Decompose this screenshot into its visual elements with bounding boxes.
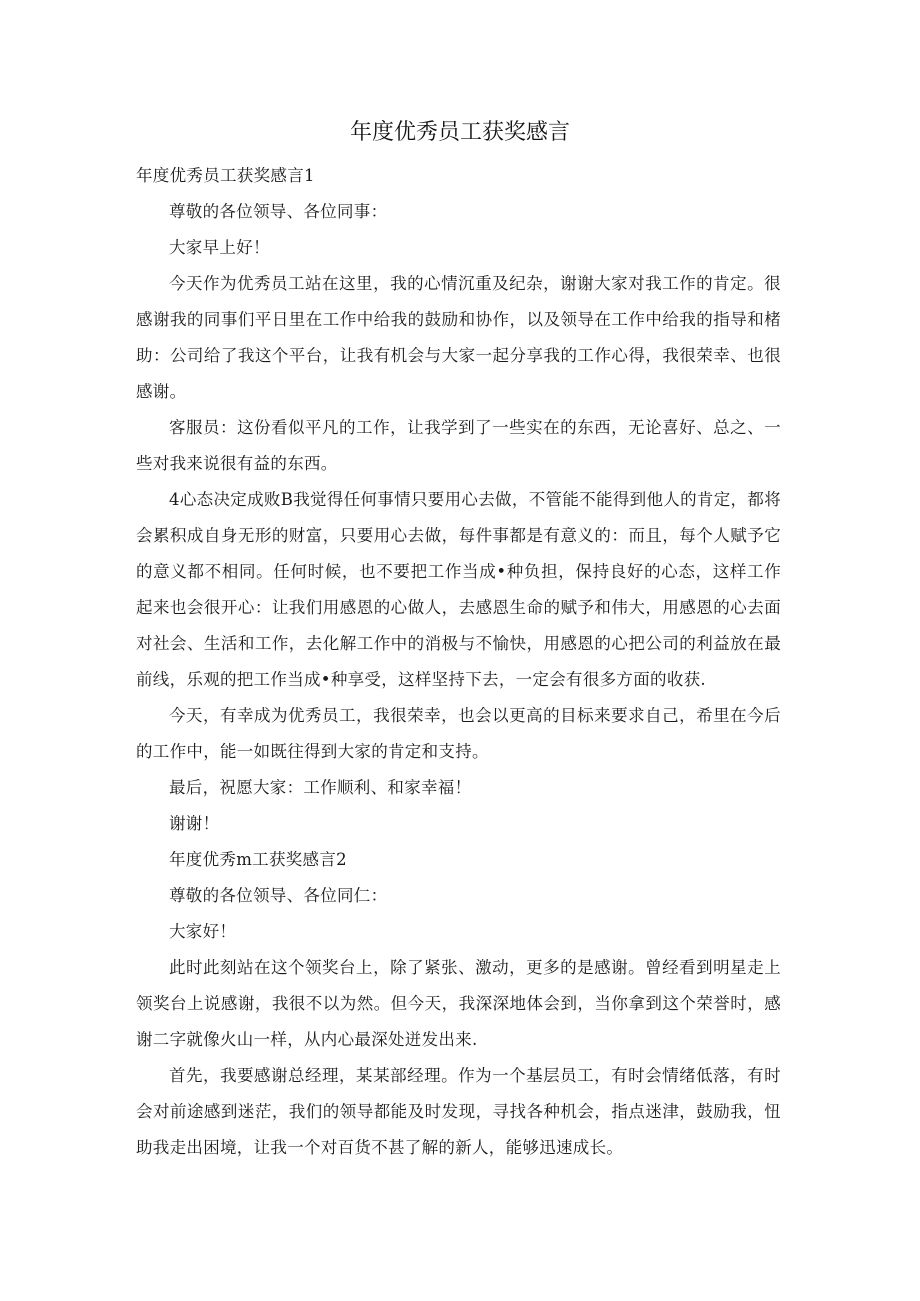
salutation-1: 尊敬的各位领导、各位同事： <box>169 202 388 221</box>
paragraph: 今天作为优秀员工站在这里，我的心情沉重及纪杂，谢谢大家对我工作的肯定。很感谢我的同事们平日里在工作中给我的鼓励和协作，以及领导在工作中给我的指导和楮助：公司给了我这个平台，让我有机会与大家一起分享我的工作心得，我很荣幸、也很感谢。 <box>136 274 781 401</box>
closing-wish: 最后，祝愿大家：工作顺利、和家幸福！ <box>169 778 472 797</box>
paragraph: 此时此刻站在这个领奖台上，除了紧张、激动，更多的是感谢。曾经看到明星走上领奖台上说感谢，我很不以为然。但今天，我深深地体会到，当你拿到这个荣誉时，感谢二字就像火山一样，从内心最深处迸发出来. <box>136 958 781 1049</box>
document-body <box>136 158 781 1166</box>
greeting-2: 大家好！ <box>169 922 237 941</box>
salutation-2: 尊敬的各位领导、各位同仁： <box>169 886 388 905</box>
paragraph: 首先，我要感谢总经理，某某部经理。作为一个基层员工，有时会情绪低落，有时会对前途感到迷茫，我们的领导都能及时发现，寻找各种机会，指点迷津，鼓励我，忸助我走出困境，让我一个对百货不甚了解的新人，能够迅速成长。 <box>136 1066 781 1157</box>
paragraph: 客服员：这份看似平凡的工作，让我学到了一些实在的东西，无论喜好、总之、一些对我来说很有益的东西。 <box>136 418 781 473</box>
paragraph: 4心态决定成败B我觉得任何事情只要用心去做，不管能不能得到他人的肯定，都将会累积成自身无形的财富，只要用心去做，每件事都是有意义的：而且，每个人赋予它的意义都不相同。任何时候，也不要把工作当成•种负担，保持良好的心态，这样工作起来也会很开心：让我们用感恩的心做人，去感恩生命的赋予和伟大，用感恩的心去面对社会、生活和工作，去化解工作中的消极与不愉快，用感恩的心把公司的利益放在最前线，乐观的把工作当成•种享受，这样坚持下去，一定会有很多方面的收获. <box>136 490 781 689</box>
section-heading-2: 年度优秀m工获奖感言2 <box>169 850 347 869</box>
thanks-line: 谢谢！ <box>169 814 220 833</box>
page-title: 年度优秀员工获奖感言 <box>349 120 570 145</box>
section-heading-1: 年度优秀员工获奖感言1 <box>136 166 315 185</box>
paragraph: 今天，有幸成为优秀员工，我很荣幸，也会以更高的目标来要求自己，希里在今后的工作中，能一如既往得到大家的肯定和支持。 <box>136 706 781 761</box>
greeting-1: 大家早上好！ <box>169 238 270 257</box>
